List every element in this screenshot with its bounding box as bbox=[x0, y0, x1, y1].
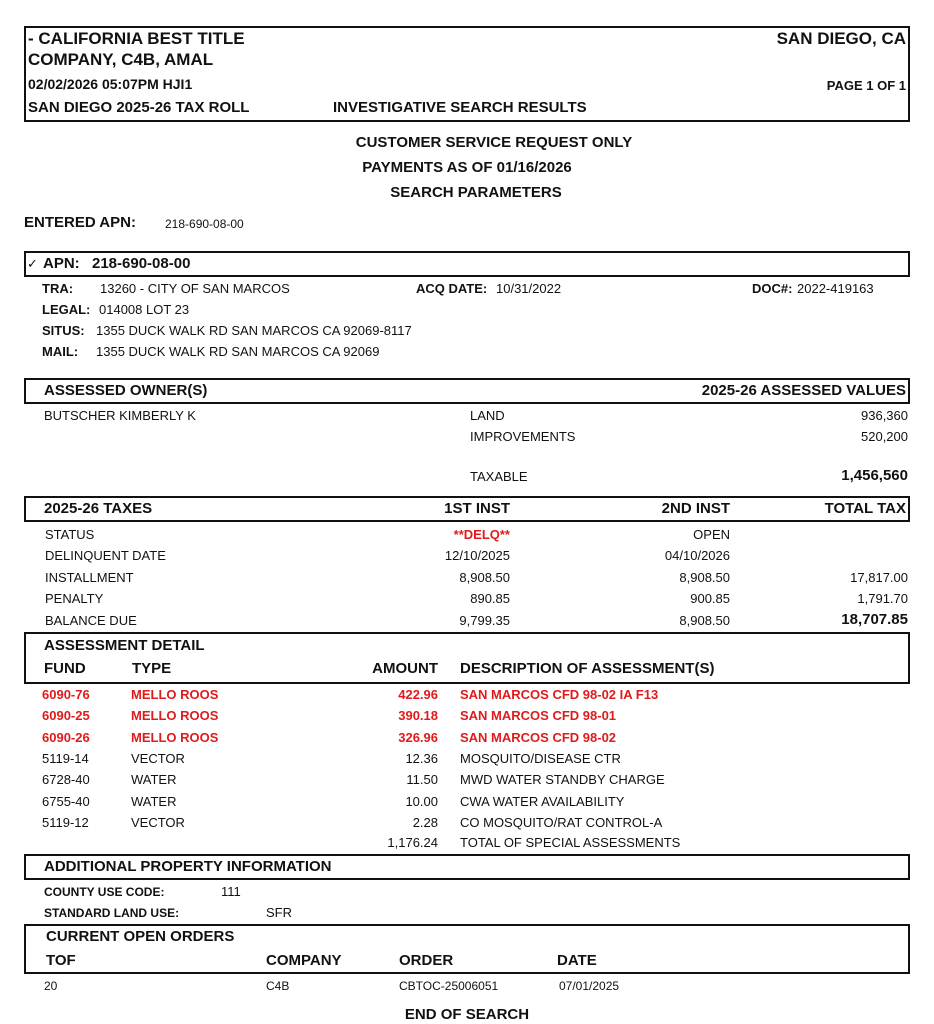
search-parameters-title: SEARCH PARAMETERS bbox=[390, 184, 562, 201]
type-column-header: TYPE bbox=[132, 660, 172, 677]
tax-row-second-installment: OPEN bbox=[693, 527, 730, 542]
tax-row-total: 18,707.85 bbox=[841, 611, 908, 628]
assessment-description: MOSQUITO/DISEASE CTR bbox=[460, 751, 621, 766]
assessment-type: VECTOR bbox=[131, 815, 185, 830]
assessment-description: SAN MARCOS CFD 98-01 bbox=[460, 708, 617, 723]
page-number: PAGE 1 OF 1 bbox=[826, 78, 906, 93]
assessment-description: CWA WATER AVAILABILITY bbox=[460, 794, 625, 809]
assessment-amount: 12.36 bbox=[405, 751, 438, 766]
order-column-header: ORDER bbox=[399, 952, 454, 969]
company-name-line1: - CALIFORNIA BEST TITLE bbox=[28, 29, 245, 48]
legal-value: 014008 LOT 23 bbox=[99, 302, 190, 317]
taxable-value: 1,456,560 bbox=[841, 467, 908, 484]
tax-row-label: PENALTY bbox=[45, 591, 104, 606]
assessment-amount: 2.28 bbox=[412, 815, 438, 830]
assessment-type: MELLO ROOS bbox=[131, 708, 219, 723]
legal-label: LEGAL: bbox=[42, 302, 91, 317]
owner-name: BUTSCHER KIMBERLY K bbox=[44, 408, 196, 423]
open-orders-title: CURRENT OPEN ORDERS bbox=[46, 928, 235, 945]
assessment-description: SAN MARCOS CFD 98-02 bbox=[460, 730, 617, 745]
assessment-fund: 6728-40 bbox=[42, 772, 90, 787]
assessment-detail-title: ASSESSMENT DETAIL bbox=[44, 637, 205, 654]
assessment-fund: 5119-14 bbox=[42, 751, 89, 766]
assessment-description: SAN MARCOS CFD 98-02 IA F13 bbox=[460, 687, 659, 702]
tax-row-first-installment: 9,799.35 bbox=[459, 613, 510, 628]
tax-row-label: BALANCE DUE bbox=[45, 613, 137, 628]
tax-row-second-installment: 8,908.50 bbox=[679, 570, 730, 585]
county-use-code-value: 111 bbox=[221, 884, 241, 899]
report-title: INVESTIGATIVE SEARCH RESULTS bbox=[333, 99, 587, 116]
acq-date-value: 10/31/2022 bbox=[496, 281, 562, 296]
standard-land-use-value: SFR bbox=[266, 905, 292, 920]
assessment-total-label: TOTAL OF SPECIAL ASSESSMENTS bbox=[460, 835, 681, 850]
assessment-amount: 326.96 bbox=[398, 730, 438, 745]
assessed-values-header: 2025-26 ASSESSED VALUES bbox=[701, 382, 906, 399]
taxes-header: 2025-26 TAXES bbox=[44, 500, 153, 517]
tax-roll-label: SAN DIEGO 2025-26 TAX ROLL bbox=[28, 99, 250, 116]
description-column-header: DESCRIPTION OF ASSESSMENT(S) bbox=[460, 660, 715, 677]
tax-row-first-installment: 12/10/2025 bbox=[444, 548, 510, 563]
end-of-search: END OF SEARCH bbox=[404, 1006, 530, 1023]
assessment-type: MELLO ROOS bbox=[131, 687, 219, 702]
fund-column-header: FUND bbox=[44, 660, 86, 677]
tax-row-first-installment: 8,908.50 bbox=[459, 570, 510, 585]
land-value: 936,360 bbox=[861, 408, 908, 423]
tax-row-first-installment: **DELQ** bbox=[453, 527, 510, 542]
second-installment-header: 2ND INST bbox=[661, 500, 730, 517]
tra-value: 13260 - CITY OF SAN MARCOS bbox=[100, 281, 290, 296]
additional-info-title: ADDITIONAL PROPERTY INFORMATION bbox=[44, 858, 332, 875]
tax-row-second-installment: 04/10/2026 bbox=[664, 548, 730, 563]
assessment-fund: 6755-40 bbox=[42, 794, 90, 809]
standard-land-use-label: STANDARD LAND USE: bbox=[44, 906, 180, 920]
tra-label: TRA: bbox=[42, 281, 74, 296]
tax-row-label: INSTALLMENT bbox=[45, 570, 134, 585]
tof-column-header: TOF bbox=[46, 952, 76, 969]
acq-date-label: ACQ DATE: bbox=[416, 281, 488, 296]
assessment-type: WATER bbox=[131, 772, 177, 787]
tax-row-second-installment: 8,908.50 bbox=[679, 613, 730, 628]
order-number: CBTOC-25006051 bbox=[399, 979, 499, 993]
checkmark-icon: ✓ bbox=[27, 256, 38, 271]
order-company: C4B bbox=[266, 979, 290, 993]
mail-value: 1355 DUCK WALK RD SAN MARCOS CA 92069 bbox=[96, 344, 380, 359]
assessment-type: WATER bbox=[131, 794, 177, 809]
doc-number-label: DOC#: bbox=[752, 281, 793, 296]
county-use-code-label: COUNTY USE CODE: bbox=[44, 885, 165, 899]
situs-label: SITUS: bbox=[42, 323, 85, 338]
doc-number-value: 2022-419163 bbox=[797, 281, 874, 296]
land-label: LAND bbox=[470, 408, 505, 423]
tax-row-total: 17,817.00 bbox=[850, 570, 908, 585]
assessment-amount: 10.00 bbox=[405, 794, 438, 809]
first-installment-header: 1ST INST bbox=[444, 500, 510, 517]
order-date: 07/01/2025 bbox=[559, 979, 620, 993]
assessment-amount: 11.50 bbox=[406, 772, 438, 787]
tax-row-first-installment: 890.85 bbox=[470, 591, 510, 606]
assessment-fund: 6090-25 bbox=[42, 708, 90, 723]
entered-apn-label: ENTERED APN: bbox=[24, 214, 136, 231]
company-column-header: COMPANY bbox=[266, 952, 342, 969]
improvements-label: IMPROVEMENTS bbox=[470, 429, 576, 444]
assessment-type: MELLO ROOS bbox=[131, 730, 219, 745]
assessment-fund: 5119-12 bbox=[42, 815, 89, 830]
situs-value: 1355 DUCK WALK RD SAN MARCOS CA 92069-8117 bbox=[96, 323, 412, 338]
tax-row-second-installment: 900.85 bbox=[690, 591, 730, 606]
report-datetime: 02/02/2026 05:07PM HJI1 bbox=[28, 76, 193, 92]
apn-label: APN: bbox=[43, 255, 80, 272]
tax-row-label: DELINQUENT DATE bbox=[45, 548, 166, 563]
assessment-description: CO MOSQUITO/RAT CONTROL-A bbox=[460, 815, 663, 830]
amount-column-header: AMOUNT bbox=[372, 660, 438, 677]
order-tof: 20 bbox=[44, 979, 58, 993]
taxable-label: TAXABLE bbox=[470, 469, 528, 484]
assessment-amount: 422.96 bbox=[398, 687, 438, 702]
total-tax-header: TOTAL TAX bbox=[824, 500, 906, 517]
payments-as-of: PAYMENTS AS OF 01/16/2026 bbox=[362, 159, 572, 176]
report-location: SAN DIEGO, CA bbox=[776, 29, 906, 48]
assessment-fund: 6090-26 bbox=[42, 730, 90, 745]
assessment-total-amount: 1,176.24 bbox=[387, 835, 438, 850]
tax-row-label: STATUS bbox=[45, 527, 95, 542]
customer-service-notice: CUSTOMER SERVICE REQUEST ONLY bbox=[355, 134, 633, 151]
improvements-value: 520,200 bbox=[861, 429, 908, 444]
apn-value: 218-690-08-00 bbox=[92, 255, 191, 272]
assessment-type: VECTOR bbox=[131, 751, 185, 766]
entered-apn-value: 218-690-08-00 bbox=[165, 217, 244, 231]
company-name-line2: COMPANY, C4B, AMAL bbox=[28, 50, 214, 69]
assessed-owners-header: ASSESSED OWNER(S) bbox=[44, 382, 208, 399]
assessment-description: MWD WATER STANDBY CHARGE bbox=[460, 772, 665, 787]
tax-row-total: 1,791.70 bbox=[857, 591, 908, 606]
mail-label: MAIL: bbox=[42, 344, 79, 359]
date-column-header: DATE bbox=[557, 952, 597, 969]
assessment-amount: 390.18 bbox=[398, 708, 438, 723]
assessment-fund: 6090-76 bbox=[42, 687, 90, 702]
